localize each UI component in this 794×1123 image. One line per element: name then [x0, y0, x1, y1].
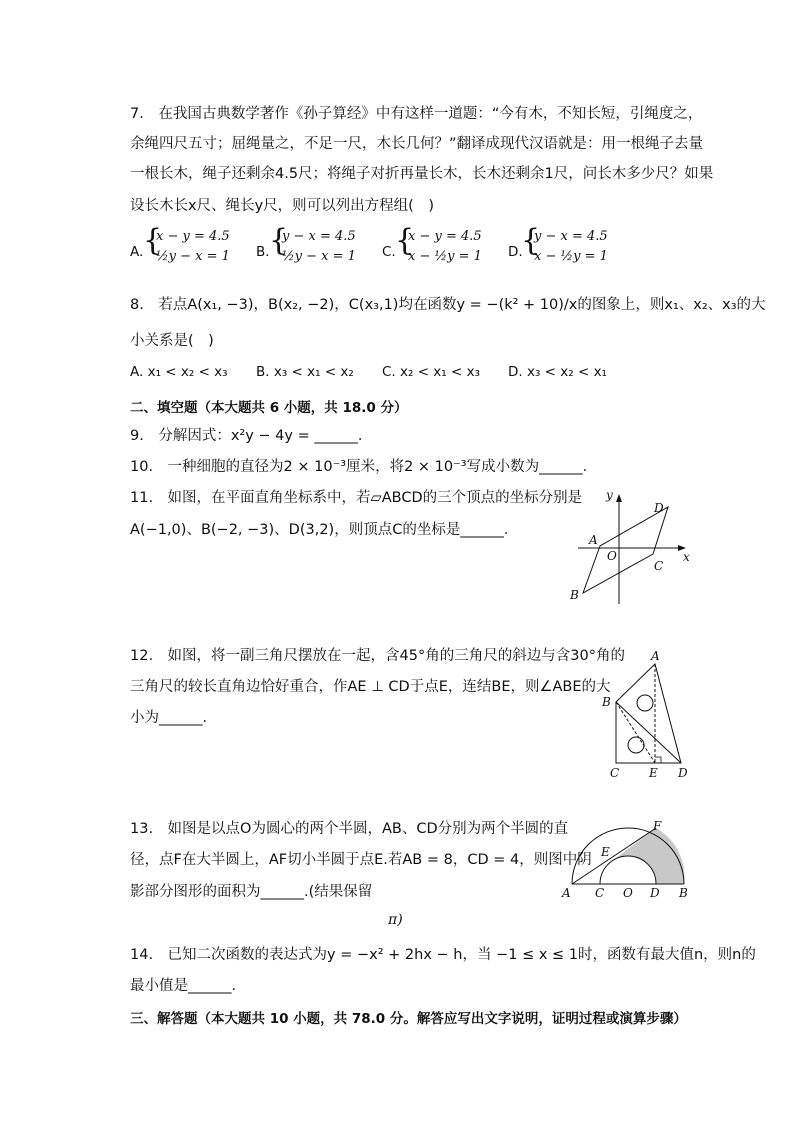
- q11-line-2: A(−1,0)、B(−2, −3)、D(3,2)，则顶点C的坐标是______．: [130, 522, 519, 538]
- question-9: 9. 分解因式：x²y − 4y = ______．: [130, 428, 373, 444]
- q7-option-c-eq2: x − ½y = 1: [408, 249, 482, 264]
- q8-option-c: C. x₂ < x₁ < x₃: [382, 364, 481, 380]
- q13-line-1: 13. 如图是以点O为圆心的两个半圆，AB、CD分别为两个半圆的直: [130, 821, 569, 837]
- q11-axes: [578, 494, 686, 604]
- q7-option-d-eq1: y − x = 4.5: [534, 229, 608, 244]
- q14-line-2: 最小值是______．: [130, 978, 246, 994]
- q13-label-b: B: [679, 886, 688, 900]
- q7-option-c-eq1: x − y = 4.5: [408, 229, 482, 244]
- q11-coordinate-figure: [570, 486, 700, 608]
- q11-label-b: B: [570, 588, 579, 602]
- q13-label-e: E: [601, 845, 610, 859]
- q12-label-c: C: [610, 766, 620, 780]
- q11-line-1: 11. 如图，在平面直角坐标系中，若▱ABCD的三个顶点的坐标分别是: [130, 490, 583, 506]
- q11-label-c: C: [654, 559, 664, 573]
- q8-line-1: 8. 若点A(x₁, −3)，B(x₂, −2)，C(x₃,1)均在函数y = −(k² + 10)/x的图象上，则x₁、x₂、x₃的大: [130, 297, 766, 313]
- q7-option-b-brace: {: [269, 223, 289, 258]
- q7-line-1: 7. 在我国古典数学著作《孙子算经》中有这样一道题：“今有木，不知长短，引绳度之，: [130, 106, 703, 122]
- q7-option-b-label: B.: [256, 244, 270, 260]
- q7-option-b-eq1: y − x = 4.5: [282, 229, 356, 244]
- q8-option-b: B. x₃ < x₁ < x₂: [256, 364, 354, 380]
- q12-line-1: 12. 如图，将一副三角尺摆放在一起，含45°角的三角尺的斜边与含30°角的: [130, 648, 625, 664]
- q12-label-d: D: [678, 766, 688, 780]
- q7-option-d-eq2: x − ½y = 1: [534, 249, 608, 264]
- q13-line-4: π): [388, 912, 403, 928]
- q12-label-e: E: [649, 766, 658, 780]
- q11-label-o: O: [607, 549, 617, 563]
- q11-label-y: y: [606, 488, 613, 502]
- section-3-heading: 三、解答题（本大题共 10 小题，共 78.0 分。解答应写出文字说明，证明过程或演算步骤）: [130, 1011, 687, 1027]
- q11-parallelogram: [583, 507, 668, 593]
- q7-option-a-eq1: x − y = 4.5: [156, 229, 230, 244]
- q8-option-d: D. x₃ < x₂ < x₁: [508, 364, 607, 380]
- q7-option-c-brace: {: [395, 223, 415, 258]
- q7-option-a-brace: {: [143, 223, 163, 258]
- q13-semicircle-figure: [557, 816, 697, 904]
- q14-line-1: 14. 已知二次函数的表达式为y = −x² + 2hx − h，当 −1 ≤ x ≤ 1时，函数有最大值n，则n的: [130, 947, 756, 963]
- q12-line-2: 三角尺的较长直角边恰好重合，作AE ⊥ CD于点E，连结BE，则∠ABE的大: [130, 679, 611, 695]
- q7-option-a-label: A.: [130, 244, 144, 260]
- q7-option-c-label: C.: [382, 244, 396, 260]
- q13-shaded-region: [610, 828, 685, 884]
- q12-line-3: 小为______．: [130, 710, 217, 726]
- q12-triangle-figure: [598, 646, 698, 782]
- q11-label-a: A: [589, 533, 598, 547]
- q12-label-a: A: [651, 649, 660, 663]
- q13-label-o: O: [623, 886, 633, 900]
- q13-label-a: A: [562, 886, 571, 900]
- q7-option-d-brace: {: [521, 223, 541, 258]
- question-10: 10. 一种细胞的直径为2 × 10⁻³厘米，将2 × 10⁻³写成小数为______．: [130, 459, 598, 475]
- q13-label-c: C: [595, 886, 605, 900]
- q13-line-2: 径，点F在大半圆上，AF切小半圆于点E.若AB = 8，CD = 4，则图中阴: [130, 852, 592, 868]
- q12-label-b: B: [602, 695, 611, 709]
- q8-option-a: A. x₁ < x₂ < x₃: [130, 364, 228, 380]
- q13-label-d: D: [650, 886, 660, 900]
- q13-label-f: F: [653, 819, 662, 833]
- q7-line-4: 设长木长x尺、绳长y尺，则可以列出方程组( ): [130, 198, 434, 214]
- q7-line-2: 余绳四尺五寸；屈绳量之，不足一尺，木长几何？”翻译成现代汉语就是：用一根绳子去量: [130, 136, 704, 152]
- section-2-heading: 二、填空题（本大题共 6 小题，共 18.0 分）: [130, 400, 408, 416]
- q7-option-d-label: D.: [508, 244, 523, 260]
- q12-triangles: [616, 664, 681, 763]
- q11-label-d: D: [654, 501, 664, 515]
- q8-line-2: 小关系是( ): [130, 333, 214, 349]
- q7-option-a-eq2: ½y − x = 1: [156, 249, 230, 264]
- q11-label-x: x: [683, 550, 690, 564]
- q13-line-3: 影部分图形的面积为______.(结果保留: [130, 884, 373, 900]
- q7-option-b-eq2: ½y − x = 1: [282, 249, 356, 264]
- q7-line-3: 一根长木，绳子还剩余4.5尺；将绳子对折再量长木，长木还剩余1尺，问长木多少尺？如果: [130, 166, 714, 182]
